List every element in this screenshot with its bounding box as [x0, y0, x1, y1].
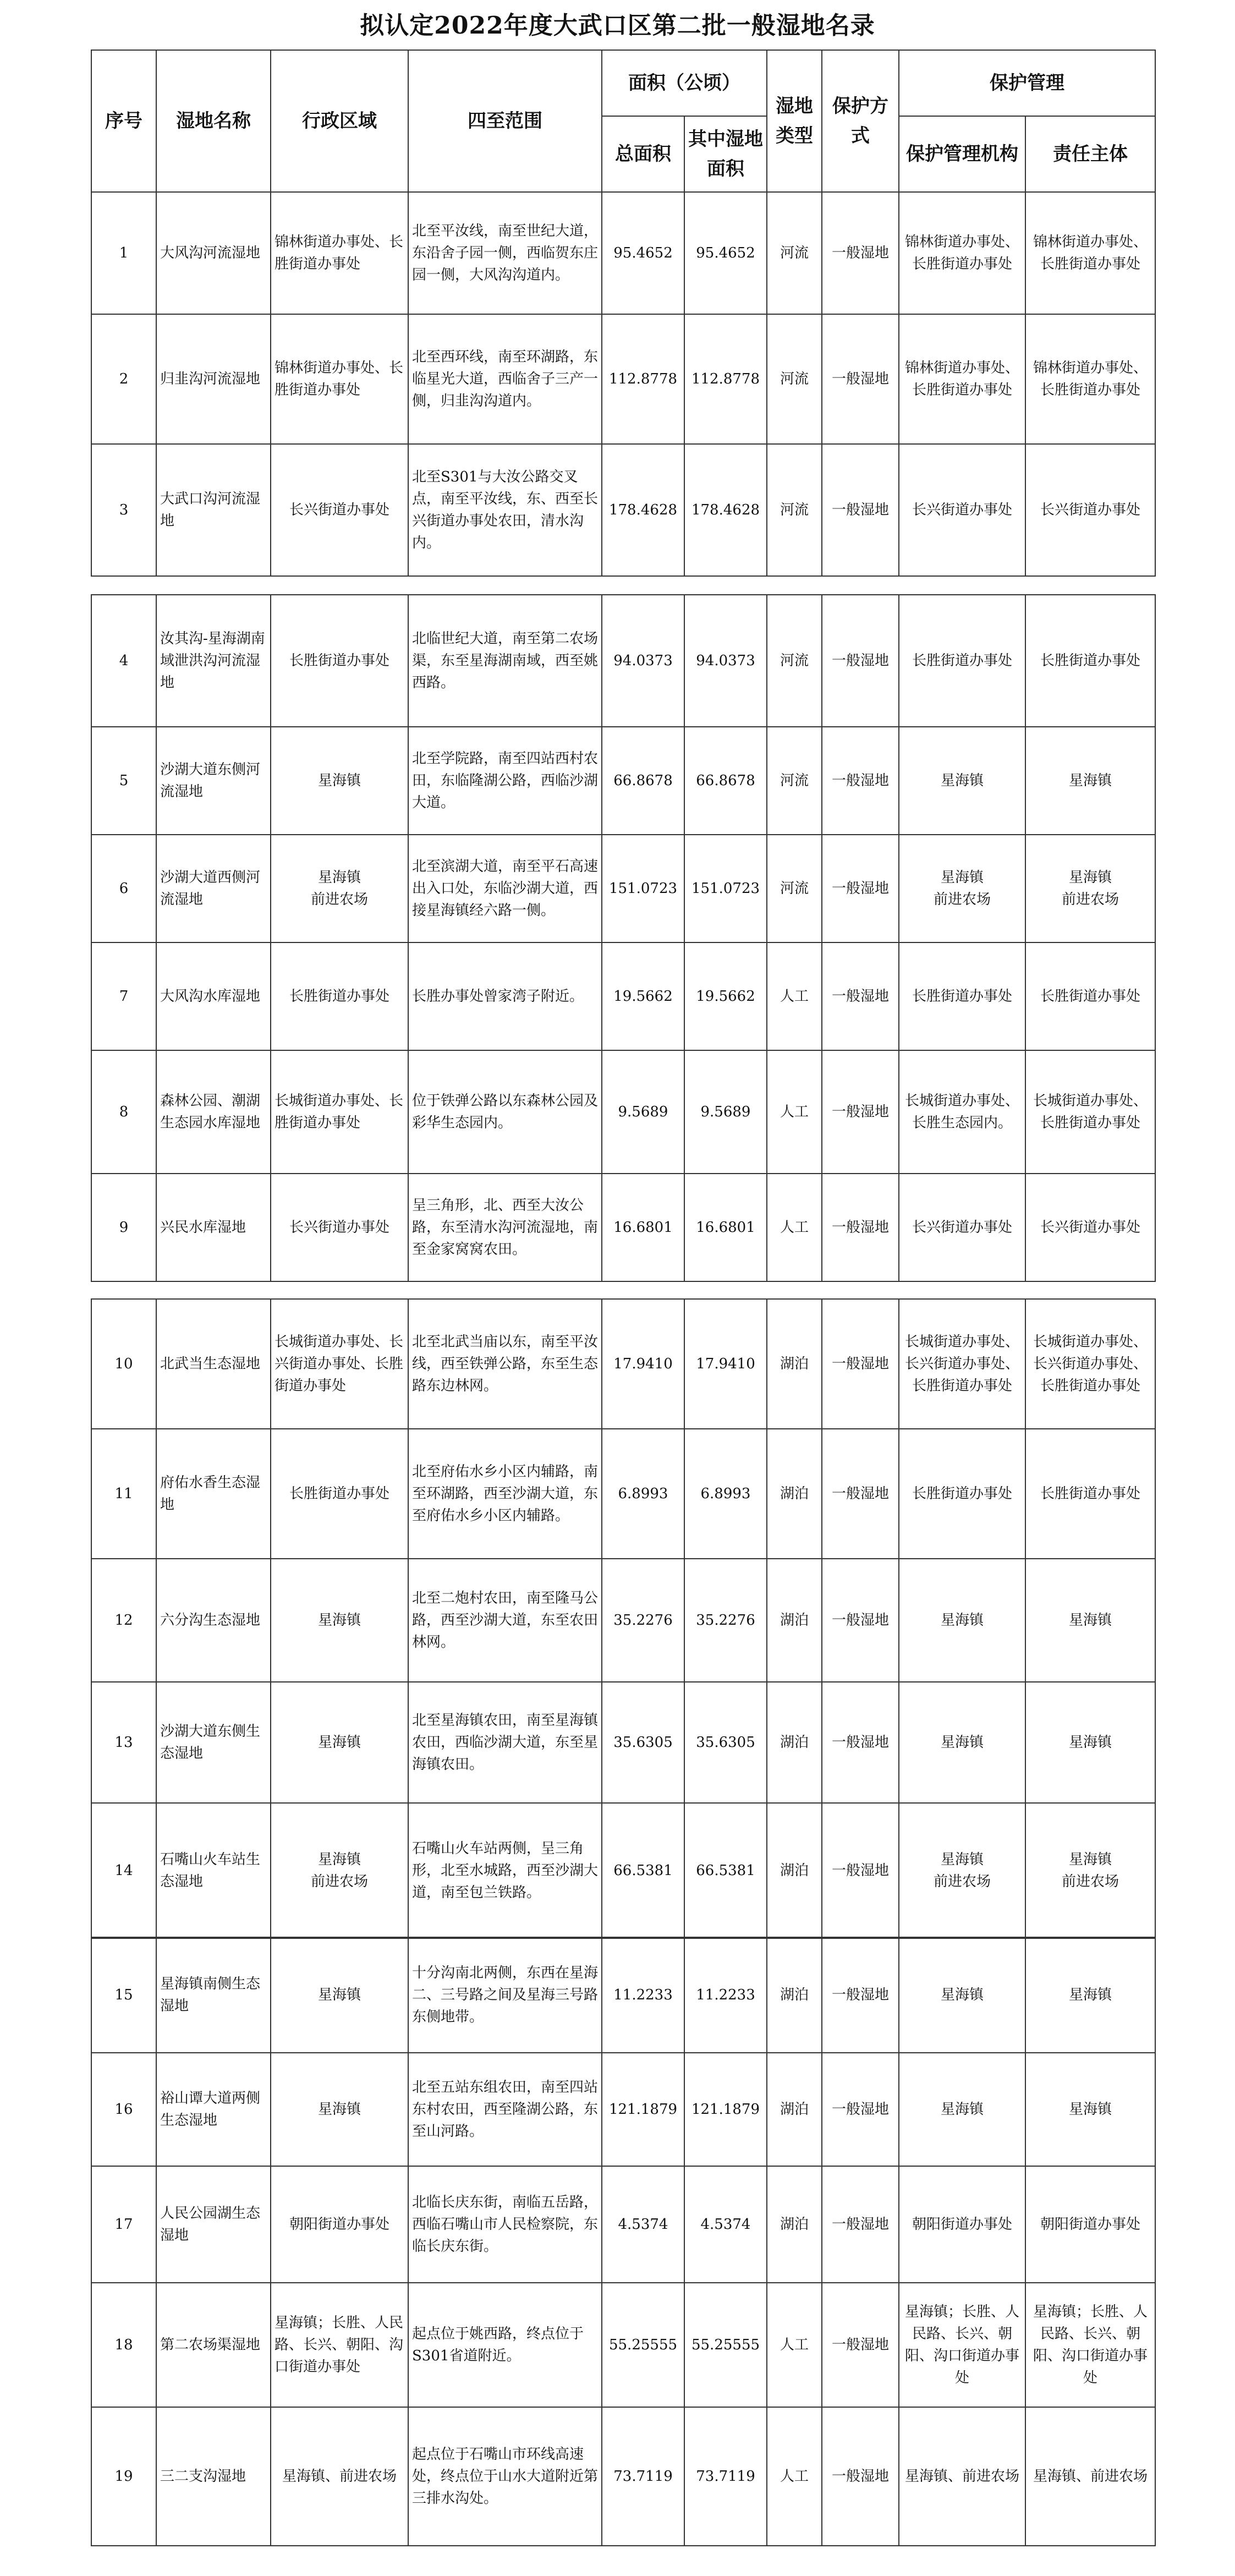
cell-wetland-area: 35.2276 — [684, 1559, 767, 1682]
cell-protection-mode: 一般湿地 — [822, 727, 899, 835]
cell-type: 河流 — [767, 835, 822, 942]
cell-no: 18 — [91, 2283, 156, 2407]
cell-no: 1 — [91, 192, 156, 314]
cell-district: 星海镇 — [271, 2053, 408, 2166]
cell-responsible: 星海镇 — [1025, 2053, 1155, 2166]
col-boundary: 四至范围 — [408, 50, 602, 192]
cell-no: 14 — [91, 1803, 156, 1938]
cell-no: 16 — [91, 2053, 156, 2166]
cell-responsible: 长城街道办事处、长兴街道办事处、长胜街道办事处 — [1025, 1299, 1155, 1429]
cell-boundary: 北至二炮村农田，南至隆马公路，西至沙湖大道，东至农田林网。 — [408, 1559, 602, 1682]
cell-type: 湖泊 — [767, 1937, 822, 2053]
cell-wetland-area: 35.6305 — [684, 1682, 767, 1803]
cell-protection-mode: 一般湿地 — [822, 314, 899, 444]
cell-wetland-area: 17.9410 — [684, 1299, 767, 1429]
cell-name: 沙湖大道东侧河流湿地 — [156, 727, 271, 835]
cell-agency: 长胜街道办事处 — [899, 595, 1025, 727]
cell-wetland-area: 73.7119 — [684, 2407, 767, 2546]
table-row — [91, 942, 1155, 1050]
cell-district: 星海镇 — [271, 1559, 408, 1682]
cell-name: 森林公园、潮湖生态园水库湿地 — [156, 1050, 271, 1174]
cell-type: 河流 — [767, 727, 822, 835]
cell-responsible: 星海镇 — [1025, 1682, 1155, 1803]
cell-total-area: 73.7119 — [602, 2407, 684, 2546]
cell-district: 星海镇 — [271, 1682, 408, 1803]
cell-wetland-area: 4.5374 — [684, 2166, 767, 2283]
cell-boundary: 石嘴山火车站两侧，呈三角形，北至水城路，西至沙湖大道，南至包兰铁路。 — [408, 1803, 602, 1938]
cell-responsible: 星海镇 — [1025, 1559, 1155, 1682]
cell-boundary: 北至S301与大汝公路交叉点，南至平汝线，东、西至长兴街道办事处农田，清水沟内。 — [408, 444, 602, 576]
table-row — [91, 1050, 1155, 1174]
cell-boundary: 北至平汝线，南至世纪大道，东沿舍子园一侧，西临贺东庄园一侧，大风沟沟道内。 — [408, 192, 602, 314]
cell-agency: 锦林街道办事处、长胜街道办事处 — [899, 314, 1025, 444]
cell-total-area: 35.6305 — [602, 1682, 684, 1803]
cell-total-area: 112.8778 — [602, 314, 684, 444]
cell-type: 湖泊 — [767, 1299, 822, 1429]
cell-type: 河流 — [767, 314, 822, 444]
cell-total-area: 17.9410 — [602, 1299, 684, 1429]
cell-agency: 星海镇 — [899, 2053, 1025, 2166]
cell-agency: 星海镇 — [899, 1559, 1025, 1682]
cell-boundary: 北至五站东组农田，南至四站东村农田，西至隆湖公路，东至山河路。 — [408, 2053, 602, 2166]
cell-agency: 朝阳街道办事处 — [899, 2166, 1025, 2283]
cell-total-area: 9.5689 — [602, 1050, 684, 1174]
cell-responsible: 锦林街道办事处、长胜街道办事处 — [1025, 314, 1155, 444]
cell-agency: 锦林街道办事处、长胜街道办事处 — [899, 192, 1025, 314]
cell-wetland-area: 151.0723 — [684, 835, 767, 942]
cell-district: 长城街道办事处、长胜街道办事处 — [271, 1050, 408, 1174]
cell-name: 星海镇南侧生态湿地 — [156, 1937, 271, 2053]
cell-responsible: 星海镇；长胜、人民路、长兴、朝阳、沟口街道办事处 — [1025, 2283, 1155, 2407]
table-row — [91, 1682, 1155, 1803]
cell-boundary: 北至滨湖大道，南至平石高速出入口处，东临沙湖大道，西接星海镇经六路一侧。 — [408, 835, 602, 942]
cell-wetland-area: 11.2233 — [684, 1937, 767, 2053]
cell-protection-mode: 一般湿地 — [822, 1299, 899, 1429]
col-agency: 保护管理机构 — [899, 116, 1025, 192]
table-row — [91, 192, 1155, 314]
cell-agency: 长城街道办事处、长胜生态园内。 — [899, 1050, 1025, 1174]
cell-district: 锦林街道办事处、长胜街道办事处 — [271, 314, 408, 444]
cell-protection-mode: 一般湿地 — [822, 1682, 899, 1803]
col-management: 保护管理 — [899, 50, 1155, 116]
cell-boundary: 北至西环线，南至环湖路，东临星光大道，西临舍子三产一侧，归韭沟沟道内。 — [408, 314, 602, 444]
table-row — [91, 2053, 1155, 2166]
cell-protection-mode: 一般湿地 — [822, 835, 899, 942]
cell-district: 星海镇、前进农场 — [271, 2407, 408, 2546]
table-segment — [91, 1937, 1156, 2546]
table-row — [91, 1803, 1155, 1938]
cell-type: 人工 — [767, 1050, 822, 1174]
cell-name: 大风沟河流湿地 — [156, 192, 271, 314]
cell-protection-mode: 一般湿地 — [822, 2166, 899, 2283]
cell-protection-mode: 一般湿地 — [822, 595, 899, 727]
cell-agency: 长兴街道办事处 — [899, 1174, 1025, 1281]
cell-boundary: 长胜办事处曾家湾子附近。 — [408, 942, 602, 1050]
cell-agency: 星海镇 前进农场 — [899, 835, 1025, 942]
cell-type: 河流 — [767, 192, 822, 314]
col-protection-mode: 保护方式 — [822, 50, 899, 192]
cell-wetland-area: 66.5381 — [684, 1803, 767, 1938]
table-row — [91, 2166, 1155, 2283]
cell-boundary: 北至星海镇农田，南至星海镇农田，西临沙湖大道，东至星海镇农田。 — [408, 1682, 602, 1803]
table-row — [91, 1174, 1155, 1281]
cell-name: 裕山谭大道两侧生态湿地 — [156, 2053, 271, 2166]
cell-wetland-area: 94.0373 — [684, 595, 767, 727]
table-row — [91, 1429, 1155, 1559]
cell-agency: 长胜街道办事处 — [899, 1429, 1025, 1559]
cell-agency: 星海镇 前进农场 — [899, 1803, 1025, 1938]
cell-responsible: 长胜街道办事处 — [1025, 942, 1155, 1050]
cell-type: 湖泊 — [767, 1803, 822, 1938]
cell-total-area: 16.6801 — [602, 1174, 684, 1281]
table-segment — [91, 191, 1156, 577]
cell-no: 12 — [91, 1559, 156, 1682]
cell-total-area: 94.0373 — [602, 595, 684, 727]
table-row — [91, 595, 1155, 727]
table-row — [91, 1299, 1155, 1429]
cell-wetland-area: 19.5662 — [684, 942, 767, 1050]
cell-total-area: 121.1879 — [602, 2053, 684, 2166]
cell-name: 大武口沟河流湿地 — [156, 444, 271, 576]
col-responsible: 责任主体 — [1025, 116, 1155, 192]
cell-boundary: 十分沟南北两侧，东西在星海二、三号路之间及星海三号路东侧地带。 — [408, 1937, 602, 2053]
cell-total-area: 66.8678 — [602, 727, 684, 835]
cell-boundary: 北至北武当庙以东，南至平汝线，西至铁弹公路，东至生态路东边林网。 — [408, 1299, 602, 1429]
cell-responsible: 星海镇 前进农场 — [1025, 835, 1155, 942]
cell-total-area: 35.2276 — [602, 1559, 684, 1682]
cell-district: 锦林街道办事处、长胜街道办事处 — [271, 192, 408, 314]
cell-no: 13 — [91, 1682, 156, 1803]
cell-total-area: 178.4628 — [602, 444, 684, 576]
cell-no: 17 — [91, 2166, 156, 2283]
cell-district: 星海镇 — [271, 727, 408, 835]
table-row — [91, 835, 1155, 942]
cell-name: 第二农场渠湿地 — [156, 2283, 271, 2407]
cell-type: 湖泊 — [767, 1682, 822, 1803]
table-row — [91, 1937, 1155, 2053]
cell-responsible: 星海镇 前进农场 — [1025, 1803, 1155, 1938]
cell-type: 湖泊 — [767, 1429, 822, 1559]
cell-wetland-area: 112.8778 — [684, 314, 767, 444]
cell-name: 府佑水香生态湿地 — [156, 1429, 271, 1559]
cell-type: 人工 — [767, 942, 822, 1050]
cell-district: 星海镇 前进农场 — [271, 835, 408, 942]
cell-no: 5 — [91, 727, 156, 835]
cell-district: 长胜街道办事处 — [271, 1429, 408, 1559]
cell-agency: 星海镇、前进农场 — [899, 2407, 1025, 2546]
cell-name: 六分沟生态湿地 — [156, 1559, 271, 1682]
cell-wetland-area: 121.1879 — [684, 2053, 767, 2166]
cell-no: 7 — [91, 942, 156, 1050]
cell-total-area: 151.0723 — [602, 835, 684, 942]
table-row — [91, 2283, 1155, 2407]
cell-district: 长胜街道办事处 — [271, 595, 408, 727]
cell-no: 6 — [91, 835, 156, 942]
cell-responsible: 长城街道办事处、长胜街道办事处 — [1025, 1050, 1155, 1174]
cell-type: 人工 — [767, 1174, 822, 1281]
cell-responsible: 长胜街道办事处 — [1025, 1429, 1155, 1559]
cell-no: 9 — [91, 1174, 156, 1281]
page-title: 拟认定2022年度大武口区第二批一般湿地名录 — [360, 12, 875, 40]
cell-wetland-area: 9.5689 — [684, 1050, 767, 1174]
cell-responsible: 星海镇 — [1025, 1937, 1155, 2053]
cell-protection-mode: 一般湿地 — [822, 942, 899, 1050]
table-row — [91, 2407, 1155, 2546]
cell-agency: 长城街道办事处、长兴街道办事处、长胜街道办事处 — [899, 1299, 1025, 1429]
cell-boundary: 北至学院路，南至四站西村农田，东临隆湖公路，西临沙湖大道。 — [408, 727, 602, 835]
cell-name: 三二支沟湿地 — [156, 2407, 271, 2546]
cell-protection-mode: 一般湿地 — [822, 2283, 899, 2407]
cell-type: 人工 — [767, 2283, 822, 2407]
cell-boundary: 北临长庆东街，南临五岳路，西临石嘴山市人民检察院，东临长庆东街。 — [408, 2166, 602, 2283]
cell-total-area: 6.8993 — [602, 1429, 684, 1559]
cell-no: 19 — [91, 2407, 156, 2546]
cell-no: 11 — [91, 1429, 156, 1559]
cell-no: 4 — [91, 595, 156, 727]
cell-wetland-area: 6.8993 — [684, 1429, 767, 1559]
cell-total-area: 95.4652 — [602, 192, 684, 314]
cell-no: 8 — [91, 1050, 156, 1174]
table-row — [91, 444, 1155, 576]
cell-district: 星海镇；长胜、人民路、长兴、朝阳、沟口街道办事处 — [271, 2283, 408, 2407]
col-no: 序号 — [91, 50, 156, 192]
cell-district: 长兴街道办事处 — [271, 444, 408, 576]
cell-district: 长兴街道办事处 — [271, 1174, 408, 1281]
cell-name: 汝其沟-星海湖南域泄洪沟河流湿地 — [156, 595, 271, 727]
col-total-area: 总面积 — [602, 116, 684, 192]
col-type: 湿地类型 — [767, 50, 822, 192]
cell-no: 3 — [91, 444, 156, 576]
cell-name: 大风沟水库湿地 — [156, 942, 271, 1050]
cell-boundary: 起点位于石嘴山市环线高速处，终点位于山水大道附近第三排水沟处。 — [408, 2407, 602, 2546]
cell-district: 长城街道办事处、长兴街道办事处、长胜街道办事处 — [271, 1299, 408, 1429]
cell-boundary: 北至府佑水乡小区内辅路，南至环湖路，西至沙湖大道，东至府佑水乡小区内辅路。 — [408, 1429, 602, 1559]
cell-total-area: 11.2233 — [602, 1937, 684, 2053]
cell-boundary: 呈三角形，北、西至大汝公路，东至清水沟河流湿地，南至金家窝窝农田。 — [408, 1174, 602, 1281]
cell-boundary: 北临世纪大道，南至第二农场渠，东至星海湖南域，西至姚西路。 — [408, 595, 602, 727]
cell-wetland-area: 55.25555 — [684, 2283, 767, 2407]
cell-agency: 星海镇 — [899, 1937, 1025, 2053]
cell-type: 河流 — [767, 444, 822, 576]
cell-protection-mode: 一般湿地 — [822, 1937, 899, 2053]
cell-name: 人民公园湖生态湿地 — [156, 2166, 271, 2283]
table-row — [91, 314, 1155, 444]
cell-protection-mode: 一般湿地 — [822, 1559, 899, 1682]
cell-name: 石嘴山火车站生态湿地 — [156, 1803, 271, 1938]
cell-agency: 星海镇 — [899, 1682, 1025, 1803]
cell-wetland-area: 95.4652 — [684, 192, 767, 314]
cell-protection-mode: 一般湿地 — [822, 1050, 899, 1174]
cell-protection-mode: 一般湿地 — [822, 1174, 899, 1281]
cell-district: 朝阳街道办事处 — [271, 2166, 408, 2283]
table-segment — [91, 1298, 1156, 1939]
cell-agency: 长兴街道办事处 — [899, 444, 1025, 576]
cell-total-area: 19.5662 — [602, 942, 684, 1050]
cell-no: 2 — [91, 314, 156, 444]
cell-protection-mode: 一般湿地 — [822, 2053, 899, 2166]
cell-total-area: 4.5374 — [602, 2166, 684, 2283]
cell-protection-mode: 一般湿地 — [822, 192, 899, 314]
cell-wetland-area: 66.8678 — [684, 727, 767, 835]
cell-type: 湖泊 — [767, 2166, 822, 2283]
cell-no: 10 — [91, 1299, 156, 1429]
cell-name: 兴民水库湿地 — [156, 1174, 271, 1281]
col-area: 面积（公顷） — [602, 50, 767, 116]
cell-responsible: 朝阳街道办事处 — [1025, 2166, 1155, 2283]
cell-protection-mode: 一般湿地 — [822, 2407, 899, 2546]
table-header — [91, 50, 1156, 193]
table-row — [91, 727, 1155, 835]
cell-protection-mode: 一般湿地 — [822, 444, 899, 576]
table-segment — [91, 594, 1156, 1282]
col-name: 湿地名称 — [156, 50, 271, 192]
cell-responsible: 长兴街道办事处 — [1025, 444, 1155, 576]
cell-protection-mode: 一般湿地 — [822, 1803, 899, 1938]
cell-responsible: 长胜街道办事处 — [1025, 595, 1155, 727]
cell-district: 长胜街道办事处 — [271, 942, 408, 1050]
cell-responsible: 长兴街道办事处 — [1025, 1174, 1155, 1281]
cell-name: 归韭沟河流湿地 — [156, 314, 271, 444]
col-district: 行政区域 — [271, 50, 408, 192]
cell-total-area: 55.25555 — [602, 2283, 684, 2407]
cell-no: 15 — [91, 1937, 156, 2053]
cell-district: 星海镇 前进农场 — [271, 1803, 408, 1938]
cell-type: 人工 — [767, 2407, 822, 2546]
cell-name: 沙湖大道东侧生态湿地 — [156, 1682, 271, 1803]
col-wetland-area: 其中湿地面积 — [684, 116, 767, 192]
cell-name: 沙湖大道西侧河流湿地 — [156, 835, 271, 942]
cell-type: 河流 — [767, 595, 822, 727]
cell-wetland-area: 178.4628 — [684, 444, 767, 576]
cell-boundary: 起点位于姚西路，终点位于S301省道附近。 — [408, 2283, 602, 2407]
cell-agency: 长胜街道办事处 — [899, 942, 1025, 1050]
cell-type: 湖泊 — [767, 2053, 822, 2166]
cell-total-area: 66.5381 — [602, 1803, 684, 1938]
cell-protection-mode: 一般湿地 — [822, 1429, 899, 1559]
cell-responsible: 锦林街道办事处、长胜街道办事处 — [1025, 192, 1155, 314]
cell-boundary: 位于铁弹公路以东森林公园及彩华生态园内。 — [408, 1050, 602, 1174]
cell-responsible: 星海镇 — [1025, 727, 1155, 835]
cell-district: 星海镇 — [271, 1937, 408, 2053]
cell-wetland-area: 16.6801 — [684, 1174, 767, 1281]
cell-agency: 星海镇；长胜、人民路、长兴、朝阳、沟口街道办事处 — [899, 2283, 1025, 2407]
cell-agency: 星海镇 — [899, 727, 1025, 835]
cell-type: 湖泊 — [767, 1559, 822, 1682]
cell-name: 北武当生态湿地 — [156, 1299, 271, 1429]
cell-responsible: 星海镇、前进农场 — [1025, 2407, 1155, 2546]
table-row — [91, 1559, 1155, 1682]
